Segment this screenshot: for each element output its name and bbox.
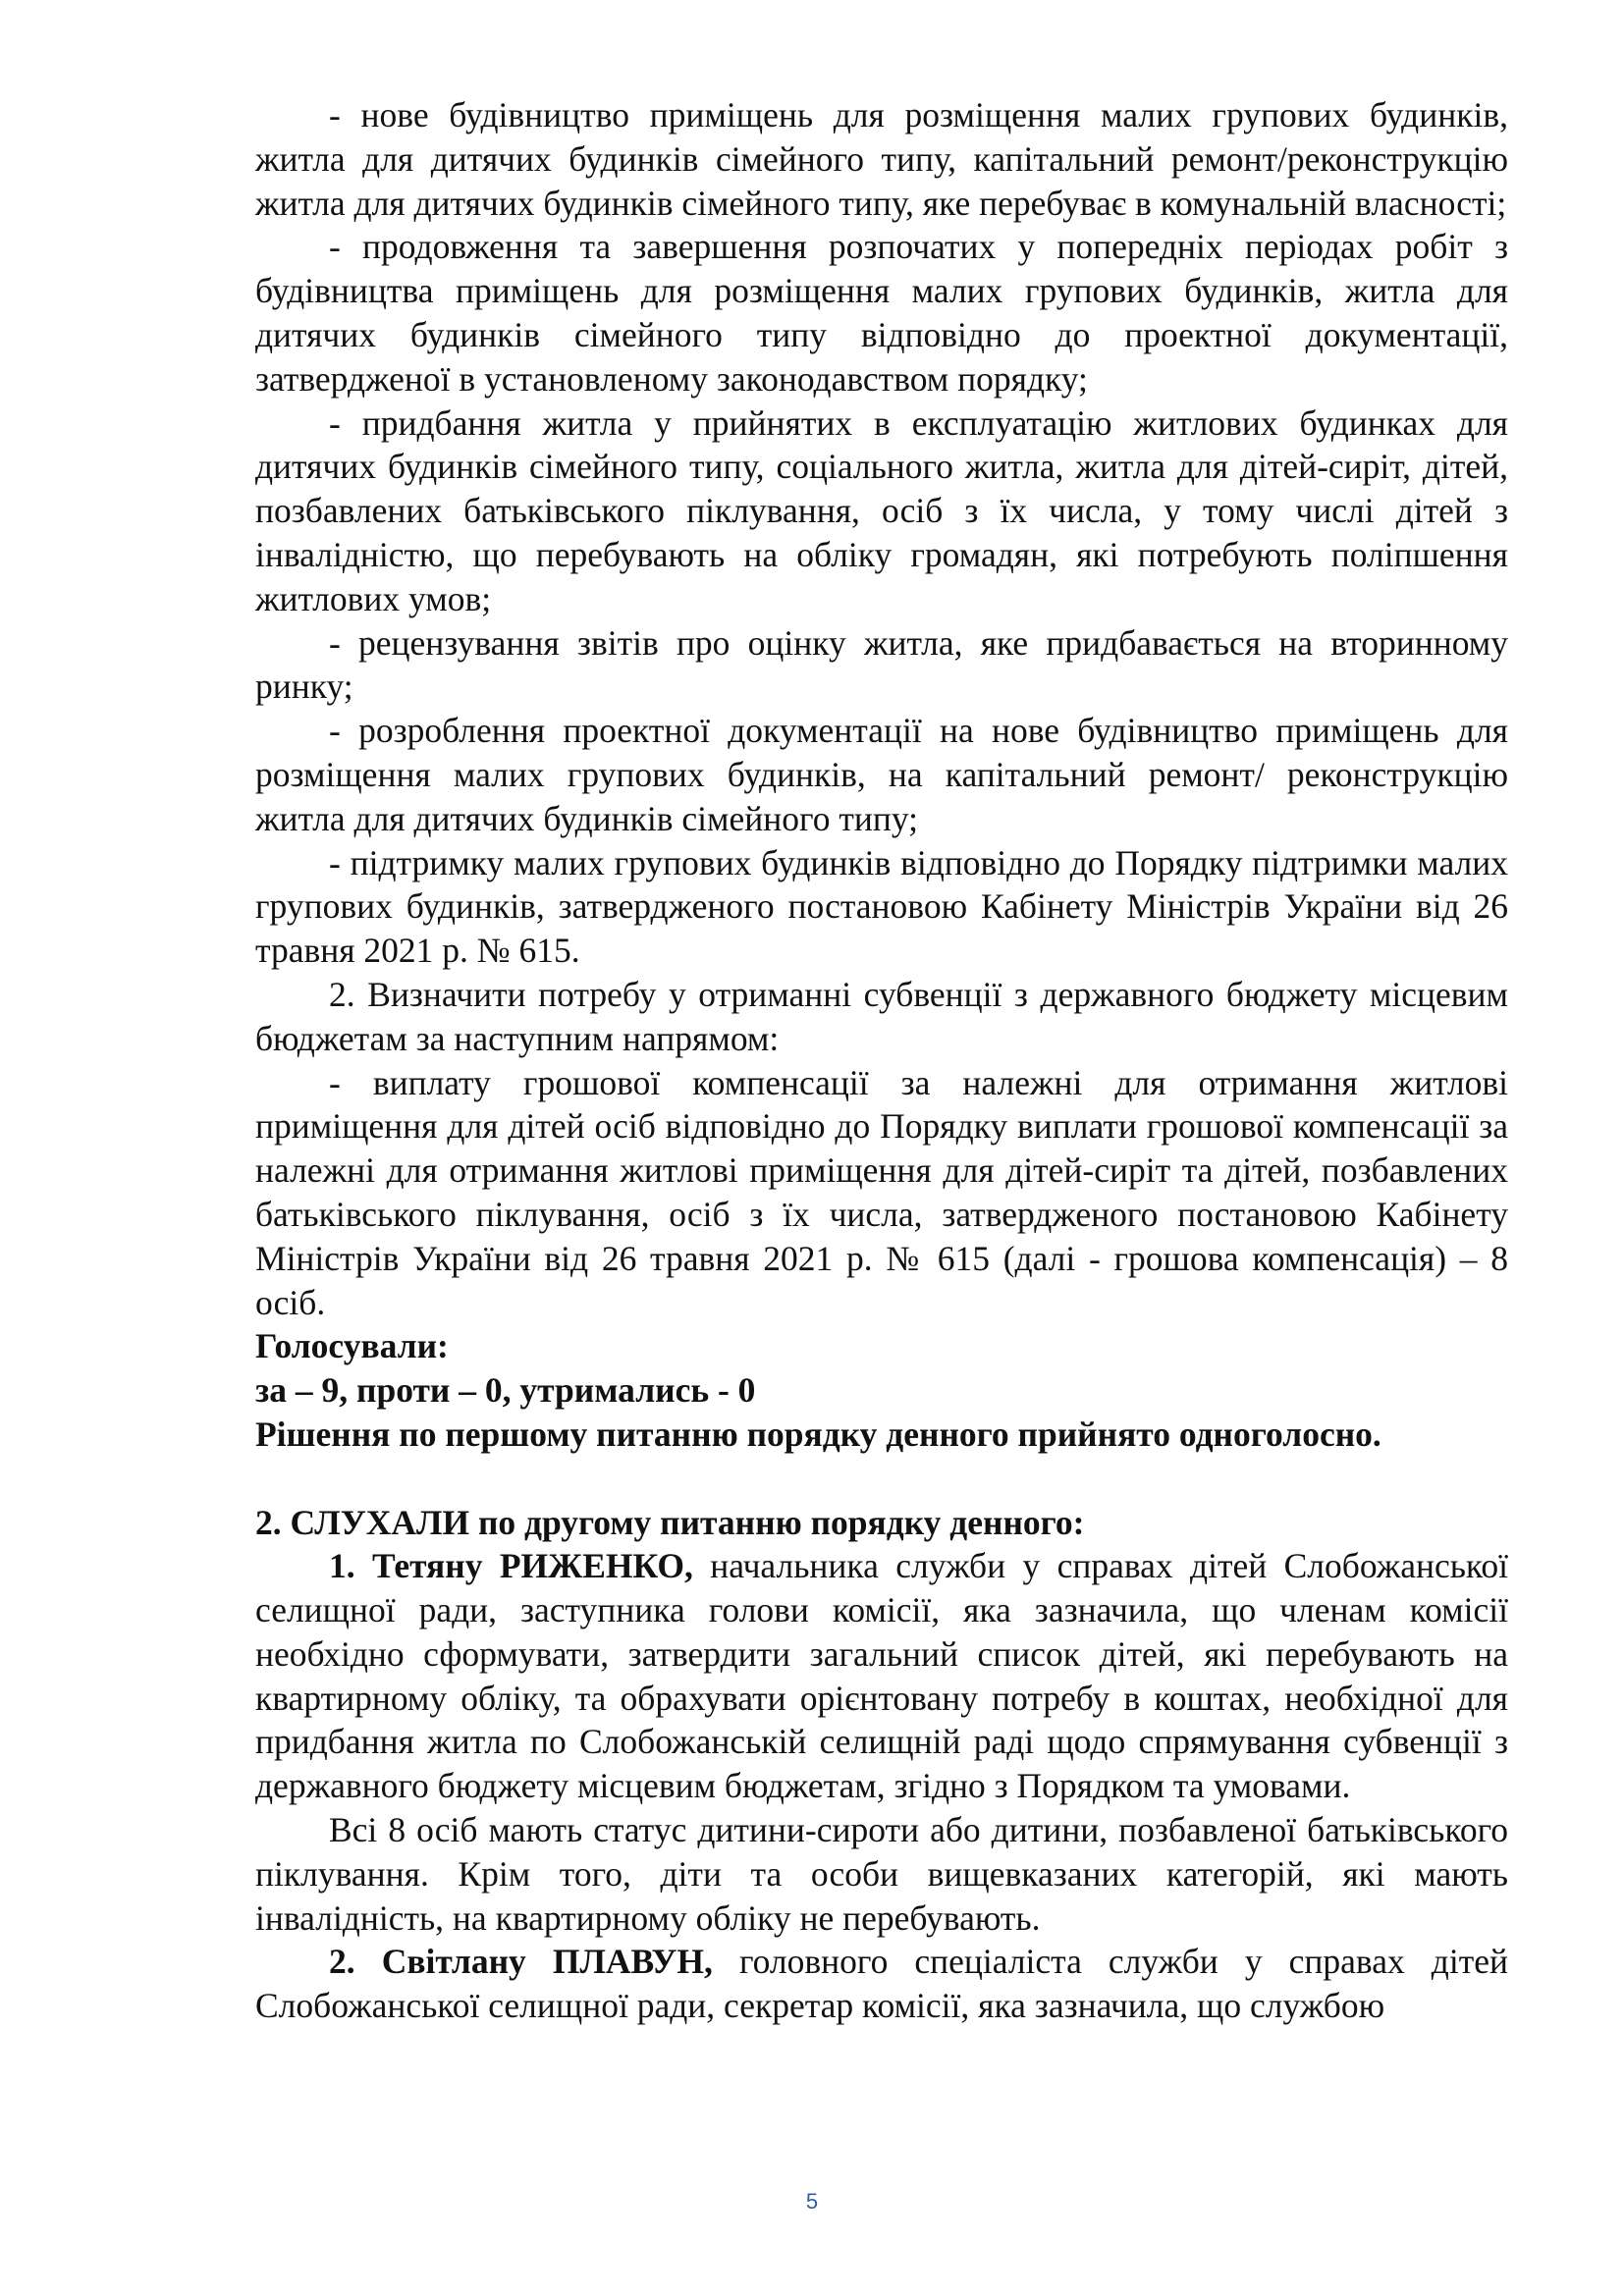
speaker-2-paragraph (255, 1940, 1508, 2028)
bullet-housing-purchase: - придбання житла у прийнятих в експлуатацію житлових будинках для дитячих будинків сімейного типу, соціального житла, житла для дітей-сиріт, дітей, позбавлених батьківського піклування, осіб з їх числа, у тому числі дітей з інвалідністю, що перебувають на обліку громадян, які потребують поліпшення житлових умов; (255, 402, 1508, 618)
speaker-1-name: 1. Тетяну РИЖЕНКО, (329, 1546, 693, 1586)
bullet-continuation-works: - продовження та завершення розпочатих у попередніх періодах робіт з будівництва приміщень для розміщення малих групових будинків, житла для дитячих будинків сімейного типу відповідно до проектної документації, затвердженої в установленому законодавством порядку; (255, 227, 1508, 399)
page-number: 5 (805, 2189, 819, 2214)
bullet-new-construction: - нове будівництво приміщень для розміщення малих групових будинків, житла для дитячих будинків сімейного типу, капітальний ремонт/реконструкцію житла для дитячих будинків сімейного типу, яке перебуває в комунальній власності; (255, 95, 1508, 223)
speaker-1-text: начальника служби у справах дітей Слобожанської селищної ради, заступника голови комісії, яка зазначила, що членам комісії необхідно сформувати, затвердити загальний список дітей, які перебувають на квартирному обліку, та обрахувати орієнтовану потребу в коштах, необхідної для придбання житла по Слобожанській селищній раді щодо спрямування субвенції з державного бюджету місцевим бюджетам, згідно з Порядком та умовами. (255, 1546, 1508, 1806)
speaker-2-name: 2. Світлану ПЛАВУН, (329, 1942, 713, 1982)
bullet-monetary-compensation: - виплату грошової компенсації за належні для отримання житлові приміщення для дітей осіб відповідно до Порядку виплати грошової компенсації за належні для отримання житлові приміщення для дітей-сиріт та дітей, позбавлених батьківського піклування, осіб з їх числа, затвердженого постановою Кабінету Міністрів України від 26 травня 2021 р. № 615 (далі - грошова компенсація) – 8 осіб. (255, 1062, 1508, 1322)
bullet-small-group-homes-support: - підтримку малих групових будинків відповідно до Порядку підтримки малих групових будинків, затвердженого постановою Кабінету Міністрів України від 26 травня 2021 р. № 615. (255, 842, 1508, 971)
vote-result: за – 9, проти – 0, утримались - 0 (255, 1370, 756, 1411)
speaker-1-paragraph (255, 1544, 1508, 1808)
document-page (255, 93, 1508, 2028)
section-heading: 2. СЛУХАЛИ по другому питанню порядку денного: (255, 1502, 1085, 1542)
voted-label: Голосували: (255, 1326, 449, 1366)
status-paragraph: Всі 8 осіб мають статус дитини-сироти або дитини, позбавленої батьківського піклування. Крім того, діти та особи вищевказаних категорій, які мають інвалідність, на квартирному обліку не перебувають. (255, 1810, 1508, 1938)
bullet-report-review: - рецензування звітів про оцінку житла, яке придбавається на вторинному ринку; (255, 622, 1508, 707)
paragraph-spacer (255, 1457, 1508, 1501)
item-2-define-need: 2. Визначити потребу у отриманні субвенції з державного бюджету місцевим бюджетам за наступним напрямом: (255, 974, 1508, 1058)
speaker-2-text: головного спеціаліста служби у справах дітей Слобожанської селищної ради, секретар комісії, яка зазначила, що службою (255, 1942, 1508, 2026)
bullet-project-documentation: - розроблення проектної документації на нове будівництво приміщень для розміщення малих групових будинків, на капітальний ремонт/ реконструкцію житла для дитячих будинків сімейного типу; (255, 711, 1508, 838)
decision-statement: Рішення по першому питанню порядку денного прийнято одноголосно. (255, 1414, 1381, 1454)
